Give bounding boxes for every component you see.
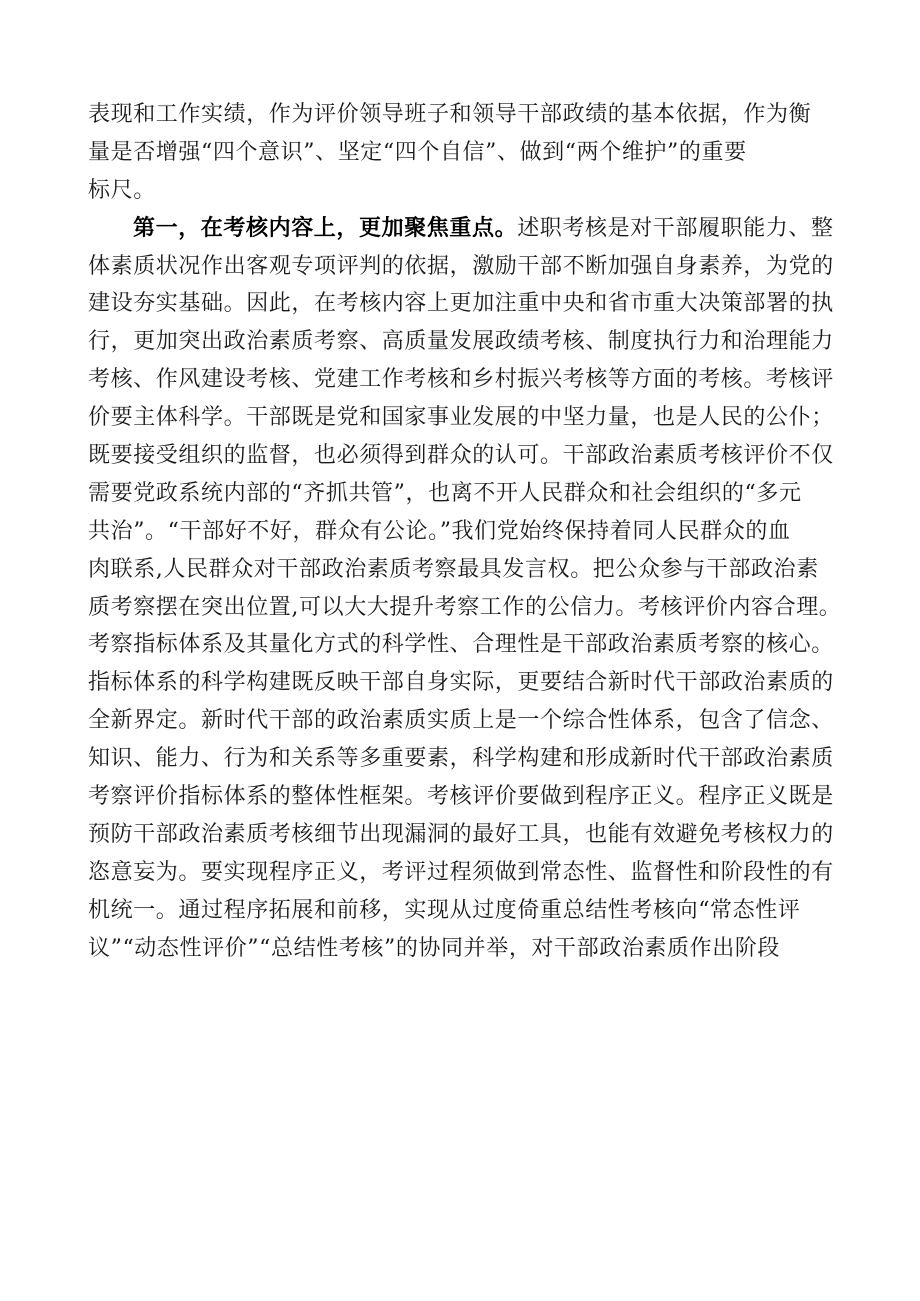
text-line: 表现和工作实绩，作为评价领导班子和领导干部政绩的基本依据，作为衡 xyxy=(88,102,812,127)
section-heading-line xyxy=(88,210,868,248)
text-line: 肉联系,人民群众对干部政治素质考察最具发言权。把公众参与干部政治素 xyxy=(88,556,819,582)
document-body xyxy=(88,96,868,967)
text-line: 考核、作风建设考核、党建工作考核和乡村振兴考核等方面的考核。考核评 xyxy=(88,367,834,393)
text-line: 知识、能力、行为和关系等多重要素，科学构建和形成新时代干部政治素质 xyxy=(88,746,834,772)
text-line: 全新界定。新时代干部的政治素质实质上是一个综合性体系，包含了信念、 xyxy=(88,708,834,734)
text-line: 恣意妄为。要实现程序正义，考评过程须做到常态性、监督性和阶段性的有 xyxy=(88,859,834,885)
text-line: 既要接受组织的监督，也必须得到群众的认可。干部政治素质考核评价不仅 xyxy=(88,443,834,469)
text-line: 标尺。 xyxy=(88,177,156,203)
text-line: 量是否增强“四个意识”、坚定“四个自信”、做到“两个维护”的重要 xyxy=(88,139,747,165)
text-line: 共治”。“干部好不好，群众有公论。”我们党始终保持着同人民群众的血 xyxy=(88,518,791,544)
text-line: 考察指标体系及其量化方式的科学性、合理性是干部政治素质考察的核心。 xyxy=(88,632,834,658)
text-line: 预防干部政治素质考核细节出现漏洞的最好工具，也能有效避免考核权力的 xyxy=(88,821,834,847)
text-line: 机统一。通过程序拓展和前移，实现从过度倚重总结性考核向“常态性评 xyxy=(88,897,801,923)
text-line: 建设夯实基础。因此，在考核内容上更加注重中央和省市重大决策部署的执 xyxy=(88,291,834,317)
text-line: 行，更加突出政治素质考察、高质量发展政绩考核、制度执行力和治理能力 xyxy=(88,329,834,355)
section-heading: 第一，在考核内容上，更加聚焦重点。 xyxy=(133,214,518,241)
text-line: 需要党政系统内部的“齐抓共管”，也离不开人民群众和社会组织的“多元 xyxy=(88,480,802,506)
text-line: 质考察摆在突出位置,可以大大提升考察工作的公信力。考核评价内容合理。 xyxy=(88,594,842,620)
text-line: 体素质状况作出客观专项评判的依据，激励干部不断加强自身素养，为党的 xyxy=(88,253,834,279)
text-line-fragment: 述职考核是对干部履职能力、整 xyxy=(517,215,834,241)
text-line: 价要主体科学。干部既是党和国家事业发展的中坚力量，也是人民的公仆； xyxy=(88,405,834,431)
text-line: 考察评价指标体系的整体性框架。考核评价要做到程序正义。程序正义既是 xyxy=(88,784,834,810)
text-line: 指标体系的科学构建既反映干部自身实际，更要结合新时代干部政治素质的 xyxy=(88,670,834,696)
text-line: 议”“动态性评价”“总结性考核”的协同并举，对干部政治素质作出阶段 xyxy=(88,935,781,961)
